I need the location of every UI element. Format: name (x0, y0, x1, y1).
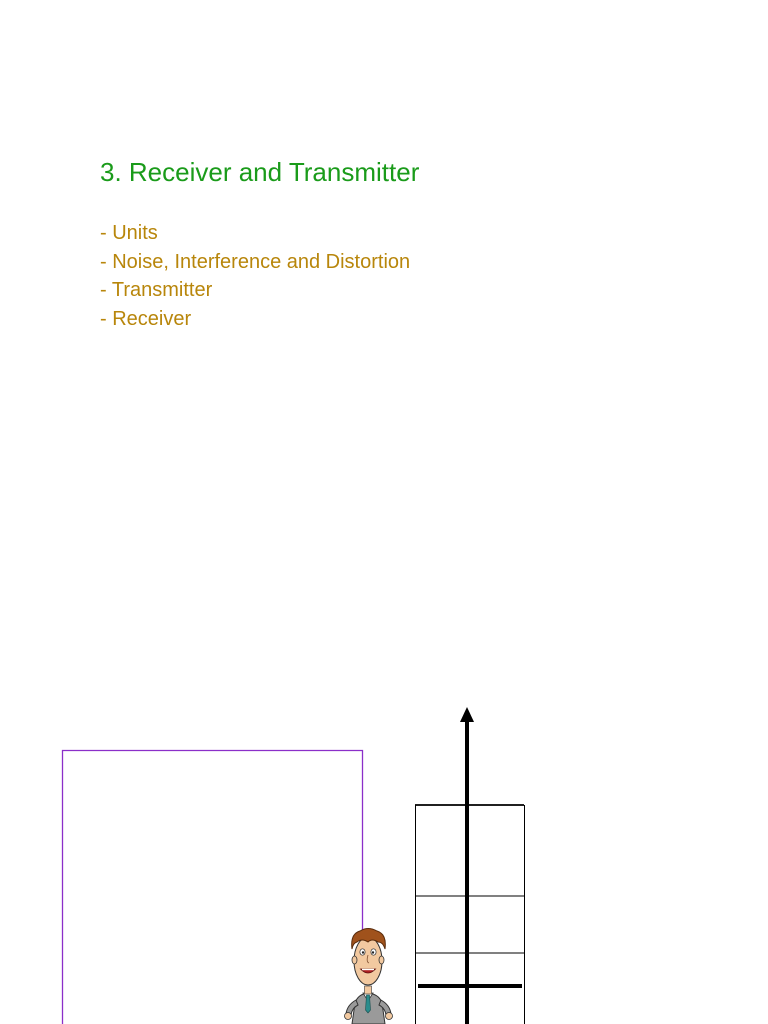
topic-item-receiver: - Receiver (100, 307, 192, 330)
topic-list (100, 219, 410, 333)
slide-illustration (0, 690, 768, 1024)
topic-item-noise: - Noise, Interference and Distortion (100, 250, 411, 273)
purple-frame (63, 751, 363, 1024)
topic-item-transmitter: - Transmitter (100, 279, 213, 301)
topic-item-units: - Units (100, 222, 158, 244)
level-grid (415, 805, 525, 1024)
vertical-axis-arrow-icon (460, 707, 474, 1024)
cartoon-man-icon (345, 929, 393, 1024)
slide-title: 3. Receiver and Transmitter (100, 157, 420, 187)
